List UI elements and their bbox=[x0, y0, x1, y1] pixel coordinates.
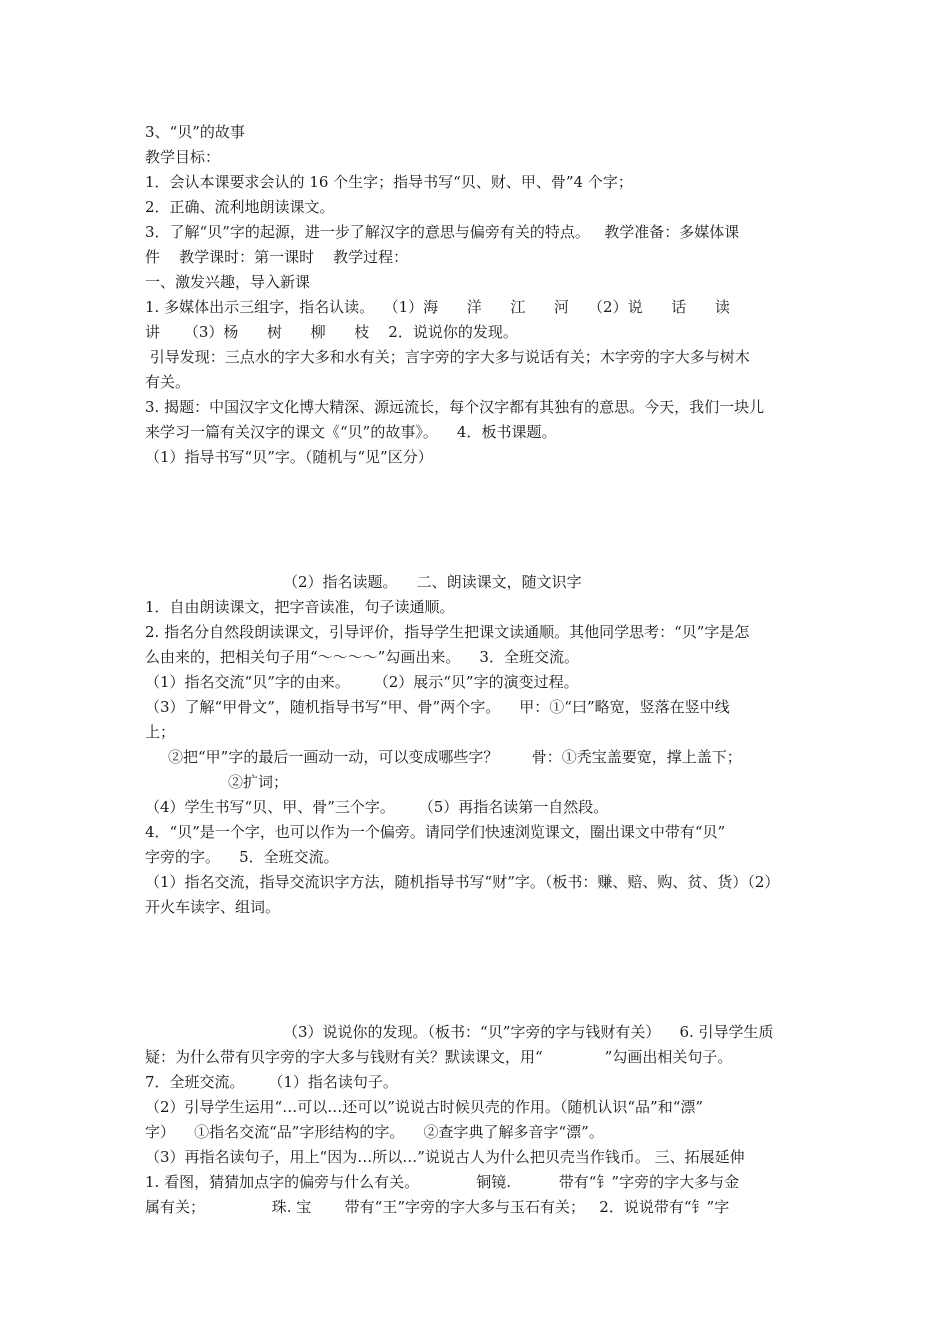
text-line: 1. 多媒体出示三组字，指名认读。 （1）海 洋 江 河 （2）说 话 读 bbox=[145, 298, 730, 316]
text-line: 来学习一篇有关汉字的课文《“贝”的故事》。 4．板书课题。 bbox=[145, 423, 557, 441]
text-line: （2）引导学生运用“…可以…还可以”说说古时候贝壳的作用。（随机认识“品”和“漂” bbox=[145, 1098, 704, 1116]
text-line: 疑：为什么带有贝字旁的字大多与钱财有关？默读课文，用“ ”勾画出相关句子。 bbox=[145, 1048, 733, 1066]
text-line: 属有关； 珠. 宝 带有“王”字旁的字大多与玉石有关； 2．说说带有“钅”字 bbox=[145, 1198, 730, 1216]
text-line: ②扩词； bbox=[228, 773, 289, 791]
text-line: 件 教学课时：第一课时 教学过程： bbox=[145, 248, 409, 266]
text-line: 1. 看图，猜猜加点字的偏旁与什么有关。 铜镜. 带有“钅”字旁的字大多与金 bbox=[145, 1173, 740, 1191]
text-line: （3）说说你的发现。（板书：“贝”字旁的字与钱财有关） 6. 引导学生质 bbox=[283, 1023, 774, 1041]
text-line: 字） ①指名交流“品”字形结构的字。 ②查字典了解多音字“漂”。 bbox=[145, 1123, 604, 1141]
text-line: 7．全班交流。 （1）指名读句子。 bbox=[145, 1073, 398, 1091]
text-line: （2）指名读题。 二、朗读课文，随文识字 bbox=[283, 573, 582, 591]
text-line: 2. 指名分自然段朗读课文，引导评价，指导学生把课文读通顺。其他同学思考：“贝”字是怎 bbox=[145, 623, 750, 641]
text-line: （1）指导书写“贝”字。（随机与“见”区分） bbox=[145, 448, 433, 466]
text-line: 1．会认本课要求会认的 16 个生字；指导书写“贝、财、甲、骨”4 个字； bbox=[145, 173, 633, 191]
text-line: 字旁的字。 5．全班交流。 bbox=[145, 848, 339, 866]
text-line: ②把“甲”字的最后一画动一动，可以变成哪些字？ 骨：①秃宝盖要宽，撑上盖下； bbox=[168, 748, 742, 766]
text-line: 开火车读字、组词。 bbox=[145, 898, 281, 916]
text-line: （3）了解“甲骨文”，随机指导书写“甲、骨”两个字。 甲：①“曰”略宽，竖落在竖中线 bbox=[145, 698, 730, 716]
text-line: 有关。 bbox=[145, 373, 191, 391]
section-heading: 教学目标： bbox=[145, 148, 221, 166]
text-line: 1．自由朗读课文，把字音读准，句子读通顺。 bbox=[145, 598, 455, 616]
section-heading: 一、激发兴趣，导入新课 bbox=[145, 273, 311, 291]
text-line: （1）指名交流“贝”字的由来。 （2）展示“贝”字的演变过程。 bbox=[145, 673, 579, 691]
text-line: 3. 揭题：中国汉字文化博大精深、源远流长，每个汉字都有其独有的意思。今天，我们一块儿 bbox=[145, 398, 765, 416]
text-line: 2．正确、流利地朗读课文。 bbox=[145, 198, 335, 216]
text-line: 引导发现：三点水的字大多和水有关；言字旁的字大多与说话有关；木字旁的字大多与树木 bbox=[145, 348, 750, 366]
text-line: （1）指名交流，指导交流识字方法，随机指导书写“财”字。（板书：赚、赔、购、贫、货）（2） bbox=[145, 873, 780, 891]
text-line: （3）再指名读句子，用上“因为…所以…”说说古人为什么把贝壳当作钱币。 三、拓展延伸 bbox=[145, 1148, 745, 1166]
text-line: 4．“贝”是一个字，也可以作为一个偏旁。请同学们快速浏览课文，圈出课文中带有“贝” bbox=[145, 823, 726, 841]
text-line: 么由来的，把相关句子用“～～～～”勾画出来。 3．全班交流。 bbox=[145, 648, 579, 666]
text-line: 3．了解“贝”字的起源，进一步了解汉字的意思与偏旁有关的特点。 教学准备：多媒体课 bbox=[145, 223, 740, 241]
text-line: 上； bbox=[145, 723, 176, 741]
text-line: 讲 （3）杨 树 柳 枝 2．说说你的发现。 bbox=[145, 323, 518, 341]
doc-title: 3、“贝”的故事 bbox=[145, 123, 245, 141]
text-line: （4）学生书写“贝、甲、骨”三个字。 （5）再指名读第一自然段。 bbox=[145, 798, 609, 816]
